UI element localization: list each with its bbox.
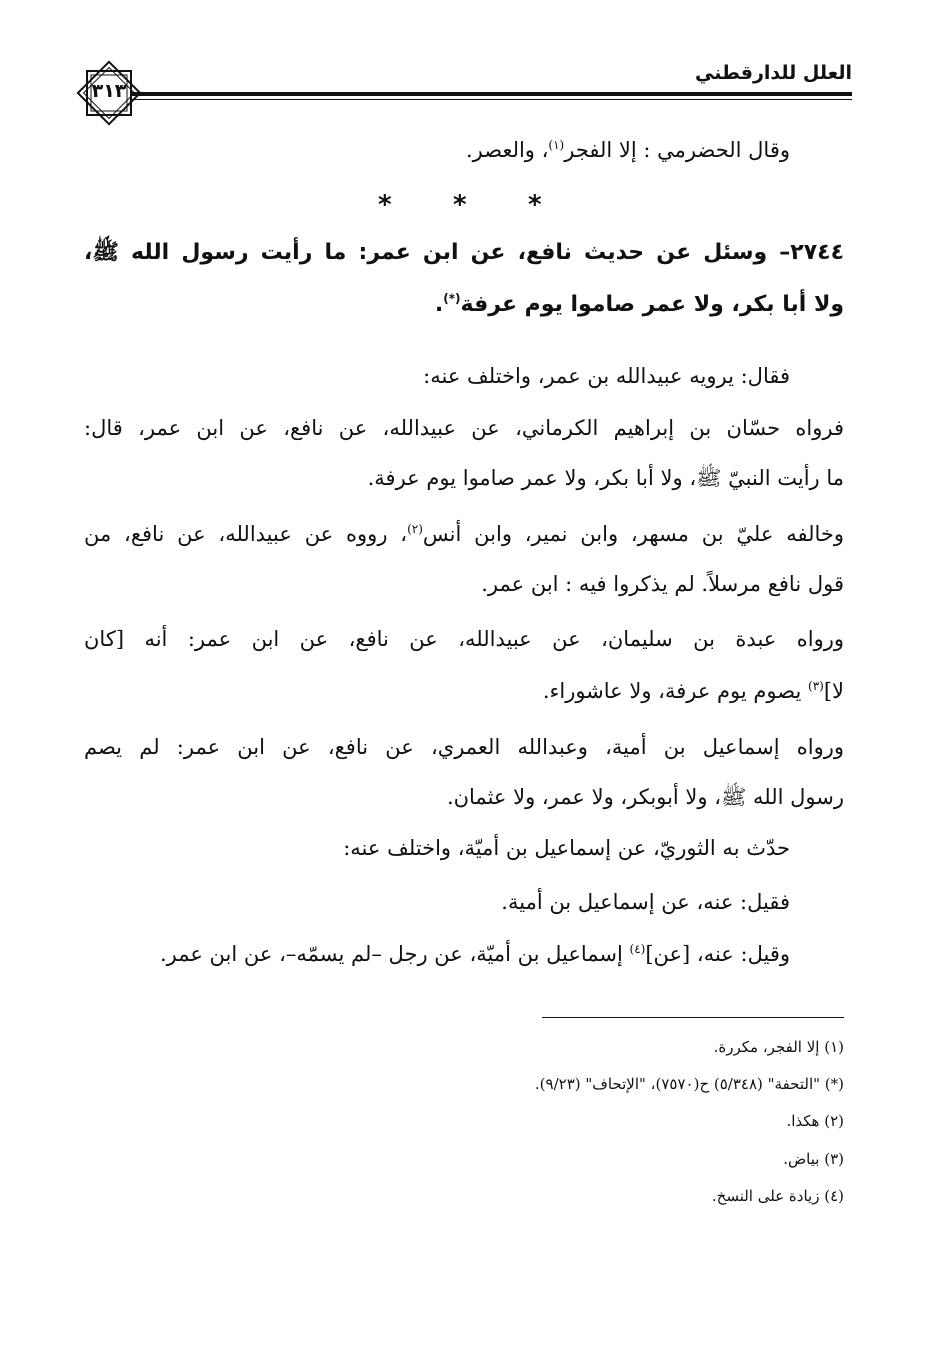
text-run: . [434,292,444,317]
text-run: – وسئل عن حديث نافع، عن ابن عمر: ما رأيت رسول الله ﷺ، [84,240,791,265]
hadith-number: ٢٧٤٤ [790,240,844,265]
text-run: وقيل: عنه، [عن] [645,942,790,966]
text-line: فقيل: عنه، عن إسماعيل بن أمية. [501,890,790,914]
text-line [466,138,790,163]
separator-star: * [528,190,542,220]
hadith-heading-line [84,240,844,266]
header-rule-thin [130,99,852,100]
footnote-ref: (١) [548,138,565,152]
text-line: ورواه إسماعيل بن أمية، وعبدالله العمري، عن نافع، عن ابن عمر: لم يصم [84,735,844,759]
text-line: فرواه حسّان بن إبراهيم الكرماني، عن عبيدالله، عن نافع، عن ابن عمر، قال: [84,416,844,440]
text-run: إسماعيل بن أميّة، عن رجل –لم يسمّه–، عن ابن عمر. [159,942,630,966]
text-line [84,522,844,547]
footnote: (*) "التحفة" (٥/٣٤٨) ح(٧٥٧٠)، "الإتحاف" (٩/٢٣). [534,1075,844,1093]
separator-star: * [453,190,467,220]
footnote-separator [542,1017,844,1018]
text-line [160,942,790,967]
header-rule [130,92,852,96]
text-line: ورواه عبدة بن سليمان، عن عبيدالله، عن نافع، عن ابن عمر: أنه [كان [84,627,844,651]
text-line [543,679,844,704]
text-run: وخالفه عليّ بن مسهر، وابن نمير، وابن أنس [422,522,844,546]
text-run: ، رووه عن عبيدالله، عن نافع، من [84,522,408,546]
page-number: ٣١٣ [91,80,127,102]
text-run: وقال الحضرمي : إلا الفجر [564,138,790,162]
text-line: قول نافع مرسلاً. لم يذكروا فيه : ابن عمر. [481,572,844,596]
section-separator [360,190,560,220]
running-header-title: العلل للدارقطني [695,62,852,84]
footnote-ref: (٣) [808,679,824,693]
footnote-ref: (٤) [629,942,646,956]
text-line: ما رأيت النبيّ ﷺ، ولا أبا بكر، ولا عمر صاموا يوم عرفة. [367,466,844,490]
text-line: رسول الله ﷺ، ولا أبوبكر، ولا عمر، ولا عثمان. [446,785,844,809]
hadith-heading-line [435,292,844,318]
text-line: حدّث به الثوريّ، عن إسماعيل بن أميّة، واختلف عنه: [343,836,790,860]
footnote-ref: (٢) [407,522,423,536]
text-run: لا] [823,679,844,703]
text-run: ولا أبا بكر، ولا عمر صاموا يوم عرفة [460,292,844,317]
page-number-badge [74,58,144,128]
text-run: ، والعصر. [465,138,549,162]
footnote: (١) إلا الفجر، مكررة. [713,1038,844,1056]
separator-star: * [378,190,392,220]
text-run: يصوم يوم عرفة، ولا عاشوراء. [542,679,808,703]
footnote: (٤) زيادة على النسخ. [711,1187,844,1205]
footnote: (٣) بياض. [783,1150,844,1168]
footnote-ref: (*) [443,291,461,306]
footnote: (٢) هكذا. [786,1112,844,1130]
text-line: فقال: يرويه عبيدالله بن عمر، واختلف عنه: [423,364,790,388]
